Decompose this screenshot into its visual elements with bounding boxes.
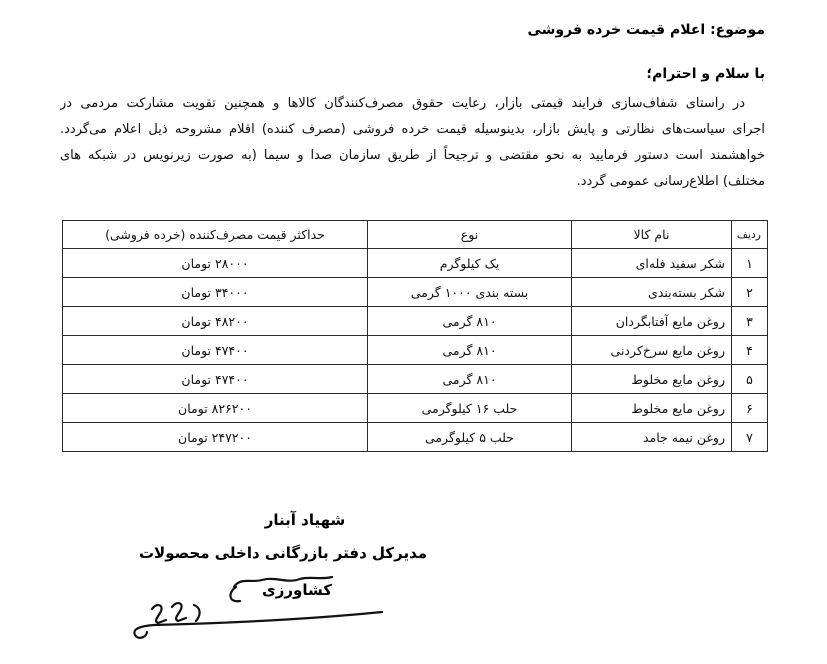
cell-price: ۴۷۴۰۰ تومان <box>63 336 368 365</box>
body-line-2: اجرای سیاست‌های نظارتی و پایش بازار، بدینوسیله قیمت خرده فروشی (مصرف کننده) اقلام مشروحه ذیل اعلام می‌گردد. <box>60 122 765 137</box>
cell-row-number: ۳ <box>732 307 768 336</box>
cell-item-name: روغن مایع سرخ‌کردنی <box>572 336 732 365</box>
cell-item-name: روغن مایع مخلوط <box>572 365 732 394</box>
cell-item-name: روغن مایع آفتابگردان <box>572 307 732 336</box>
table-header-row <box>63 221 768 249</box>
body-paragraph <box>60 91 765 195</box>
cell-type: حلب ۵ کیلوگرمی <box>368 423 572 452</box>
signatory-title-line-1: مدیرکل دفتر بازرگانی داخلی محصولات <box>138 544 428 562</box>
table-row <box>63 307 768 336</box>
price-table <box>62 220 768 452</box>
table-row <box>63 423 768 452</box>
cell-price: ۴۷۴۰۰ تومان <box>63 365 368 394</box>
header-item-name: نام کالا <box>572 221 732 249</box>
table-head <box>63 221 768 249</box>
body-line-3: خواهشمند است دستور فرمایید به نحو مقتضی و ترجیحاً از طریق سازمان صدا و سیما (به صورت زیرنویس در شبکه های <box>60 148 765 163</box>
cell-type: ۸۱۰ گرمی <box>368 336 572 365</box>
table-row <box>63 278 768 307</box>
cell-item-name: شکر سفید فله‌ای <box>572 249 732 278</box>
body-line-1: در راستای شفاف‌سازی فرایند قیمتی بازار، رعایت حقوق مصرف‌کنندگان کالاها و همچنین تقویت مشارکت مردمی در <box>60 96 745 111</box>
cell-item-name: شکر بسته‌بندی <box>572 278 732 307</box>
signatory-name: شهیاد آبنار <box>264 511 346 529</box>
cell-type: بسته بندی ۱۰۰۰ گرمی <box>368 278 572 307</box>
cell-row-number: ۲ <box>732 278 768 307</box>
cell-price: ۲۸۰۰۰ تومان <box>63 249 368 278</box>
table-row <box>63 249 768 278</box>
cell-row-number: ۷ <box>732 423 768 452</box>
signatory-title-line-2: کشاورزی <box>262 581 332 599</box>
handwritten-signature <box>110 565 410 655</box>
cell-price: ۳۴۰۰۰ تومان <box>63 278 368 307</box>
signature-stroke <box>172 603 186 621</box>
subject-line: موضوع: اعلام قیمت خرده فروشی <box>527 22 765 38</box>
header-max-price: حداکثر قیمت مصرف‌کننده (خرده فروشی) <box>63 221 368 249</box>
cell-type: حلب ۱۶ کیلوگرمی <box>368 394 572 423</box>
cell-type: ۸۱۰ گرمی <box>368 365 572 394</box>
signature-stroke <box>134 612 382 638</box>
cell-price: ۸۲۶۲۰۰ تومان <box>63 394 368 423</box>
table-row <box>63 336 768 365</box>
table-row <box>63 394 768 423</box>
header-type: نوع <box>368 221 572 249</box>
cell-price: ۲۴۷۲۰۰ تومان <box>63 423 368 452</box>
cell-row-number: ۱ <box>732 249 768 278</box>
greeting: با سلام و احترام؛ <box>646 66 765 82</box>
cell-row-number: ۶ <box>732 394 768 423</box>
cell-type: ۸۱۰ گرمی <box>368 307 572 336</box>
signature-stroke <box>152 605 166 623</box>
cell-price: ۴۸۲۰۰ تومان <box>63 307 368 336</box>
signature-stroke <box>194 605 200 621</box>
header-row-number: ردیف <box>732 221 768 249</box>
signature-stroke <box>230 587 240 601</box>
cell-item-name: روغن نیمه جامد <box>572 423 732 452</box>
cell-type: یک کیلوگرم <box>368 249 572 278</box>
cell-item-name: روغن مایع مخلوط <box>572 394 732 423</box>
cell-row-number: ۵ <box>732 365 768 394</box>
body-line-4: مختلف) اطلاع‌رسانی عمومی گردد. <box>576 174 765 189</box>
signature-stroke <box>234 577 332 587</box>
cell-row-number: ۴ <box>732 336 768 365</box>
table-body <box>63 249 768 452</box>
table-row <box>63 365 768 394</box>
